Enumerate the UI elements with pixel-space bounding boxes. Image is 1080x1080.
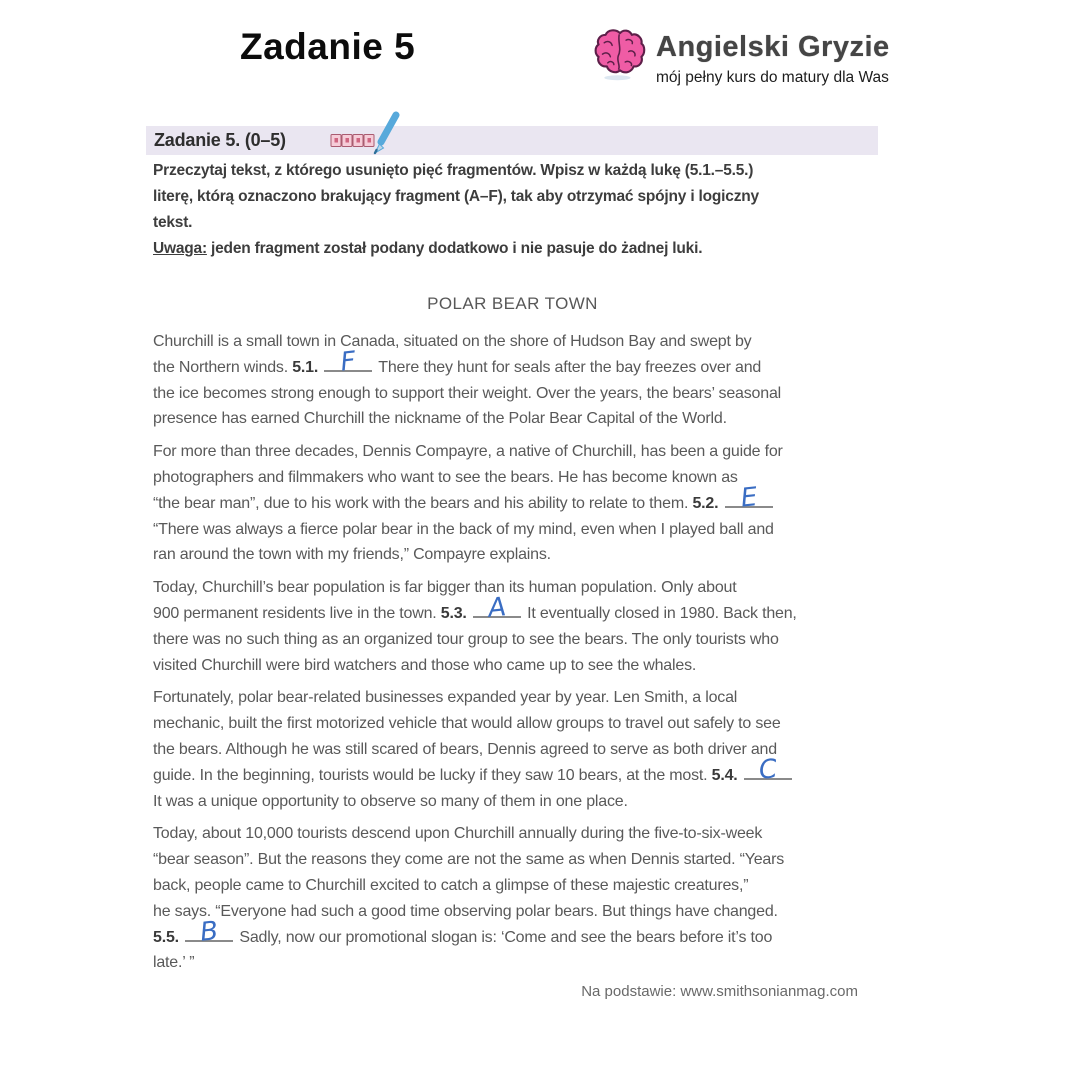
text-segment: Churchill is a small town in Canada, situated on the shore of Hudson Bay and swept by bbox=[153, 333, 752, 350]
text-segment: Fortunately, polar bear-related businesses expanded year by year. Len Smith, a local bbox=[153, 689, 738, 707]
gap-number: 5.5. bbox=[153, 928, 179, 946]
text-segment bbox=[318, 359, 322, 376]
note-text: jeden fragment został podany dodatkowo i nie pasuje do żadnej luki. bbox=[206, 240, 703, 257]
text-segment: the bears. Although he was still scared of bears, Dennis agreed to serve as both driver and bbox=[153, 740, 777, 758]
text-line bbox=[153, 381, 872, 407]
task-header-bar bbox=[146, 126, 878, 155]
paragraph bbox=[153, 821, 872, 976]
handwritten-answer: A bbox=[486, 592, 508, 624]
handwritten-answer: C bbox=[757, 753, 779, 786]
text-segment: mechanic, built the first motorized vehicle that would allow groups to travel out safely to see bbox=[153, 715, 781, 733]
text-line bbox=[153, 753, 872, 789]
gap-number: 5.3. bbox=[440, 604, 467, 622]
instruction-line: tekst. bbox=[153, 214, 193, 231]
text-line bbox=[153, 711, 872, 737]
brand-logo bbox=[592, 26, 890, 89]
text-segment: ran around the town with my friends,” Compayre explains. bbox=[153, 546, 551, 564]
text-line bbox=[153, 873, 872, 899]
text-segment: There they hunt for seals after the bay freezes over and bbox=[374, 358, 762, 376]
paragraph bbox=[153, 575, 872, 678]
answer-gap bbox=[725, 482, 773, 514]
text-line bbox=[153, 346, 872, 381]
text-line bbox=[153, 465, 872, 491]
text-segment: Today, Churchill’s bear population is far bigger than its human population. Only about bbox=[153, 579, 737, 597]
text-line bbox=[153, 821, 872, 847]
text-segment bbox=[738, 767, 742, 784]
paragraph bbox=[153, 439, 872, 568]
text-segment: guide. In the beginning, tourists would be lucky if they saw 10 bears, at the most. bbox=[153, 766, 712, 784]
text-segment: “bear season”. But the reasons they come are not the same as when Dennis started. “Years bbox=[153, 851, 785, 869]
gap-number: 5.4. bbox=[711, 766, 738, 784]
text-segment: there was no such thing as an organized tour group to see the bears. The only tourists who bbox=[153, 630, 779, 648]
text-line bbox=[153, 575, 872, 601]
handwritten-answer: B bbox=[198, 915, 220, 948]
text-line bbox=[153, 915, 872, 951]
text-line bbox=[153, 406, 872, 432]
task-header-label: Zadanie 5. (0–5) bbox=[154, 130, 286, 150]
page-title: Zadanie 5 bbox=[240, 26, 416, 67]
text-line bbox=[153, 847, 872, 873]
scanned-worksheet bbox=[146, 126, 878, 1000]
text-line bbox=[153, 542, 872, 568]
text-segment: 900 permanent residents live in the town. bbox=[153, 604, 441, 622]
logo-subtitle: mój pełny kurs do matury dla Was bbox=[656, 68, 889, 86]
gap-number: 5.1. bbox=[292, 358, 319, 376]
text-segment: “There was always a fierce polar bear in the back of my mind, even when I played ball and bbox=[153, 520, 774, 538]
text-segment: the ice becomes strong enough to support their weight. Over the years, the bears’ seasonal bbox=[153, 384, 782, 402]
text-segment: For more than three decades, Dennis Compayre, a native of Churchill, has been a guide for bbox=[153, 443, 783, 461]
text-segment: Sadly, now our promotional slogan is: ‘Come and see the bears before it’s too bbox=[235, 928, 773, 946]
logo-name: Angielski Gryzie bbox=[656, 31, 890, 63]
text-segment: late.’ ” bbox=[153, 954, 195, 972]
text-segment: the Northern winds. bbox=[153, 358, 293, 376]
instruction-line: Przeczytaj tekst, z którego usunięto pięć fragmentów. Wpisz w każdą lukę (5.1.–5.5.) bbox=[153, 162, 754, 179]
article-body bbox=[153, 329, 872, 976]
text-line bbox=[153, 950, 872, 976]
text-segment: Today, about 10,000 tourists descend upon Churchill annually during the five-to-six-week bbox=[153, 825, 763, 843]
brain-icon bbox=[592, 26, 650, 89]
text-line bbox=[153, 627, 872, 653]
text-segment bbox=[179, 929, 183, 946]
task-instructions bbox=[153, 158, 872, 262]
handwritten-answer: F bbox=[339, 346, 358, 378]
text-segment bbox=[467, 605, 471, 622]
answer-gap bbox=[744, 753, 792, 786]
text-line bbox=[153, 329, 872, 355]
paragraph bbox=[153, 329, 872, 432]
text-segment: he says. “Everyone had such a good time observing polar bears. But things have changed. bbox=[153, 902, 778, 920]
text-segment: “the bear man”, due to his work with the bears and his ability to relate to them. bbox=[153, 494, 693, 512]
source-attribution: Na podstawie: www.smithsonianmag.com bbox=[581, 983, 858, 1001]
text-segment: It was a unique opportunity to observe so many of them in one place. bbox=[153, 792, 628, 810]
answer-gap bbox=[185, 915, 233, 948]
text-line bbox=[153, 439, 872, 465]
text-line bbox=[153, 653, 872, 679]
article-title: POLAR BEAR TOWN bbox=[427, 294, 598, 313]
text-segment: presence has earned Churchill the nickname of the Polar Bear Capital of the World. bbox=[153, 410, 727, 428]
text-line bbox=[153, 482, 872, 517]
gap-number: 5.2. bbox=[692, 494, 719, 512]
text-line bbox=[153, 789, 872, 815]
instruction-line: literę, którą oznaczono brakujący fragment (A–F), tak aby otrzymać spójny i logiczny bbox=[153, 188, 759, 205]
text-segment bbox=[718, 495, 722, 512]
note-label: Uwaga: bbox=[153, 240, 207, 257]
handwritten-answer: E bbox=[738, 482, 759, 514]
text-line bbox=[153, 685, 872, 711]
text-segment: visited Churchill were bird watchers and those who came up to see the whales. bbox=[153, 656, 697, 674]
text-line bbox=[153, 517, 872, 543]
instruction-note bbox=[153, 236, 872, 262]
answer-gap bbox=[473, 592, 521, 624]
text-segment: It eventually closed in 1980. Back then, bbox=[522, 604, 797, 622]
logo-shadow bbox=[604, 75, 630, 80]
text-segment: back, people came to Churchill excited to catch a glimpse of these majestic creatures,” bbox=[153, 876, 749, 894]
answer-gap bbox=[324, 346, 372, 378]
text-line bbox=[153, 899, 872, 925]
paragraph bbox=[153, 685, 872, 814]
text-segment: photographers and filmmakers who want to see the bears. He has become known as bbox=[153, 468, 738, 486]
blue-pen-icon bbox=[370, 110, 402, 161]
text-line bbox=[153, 592, 872, 627]
